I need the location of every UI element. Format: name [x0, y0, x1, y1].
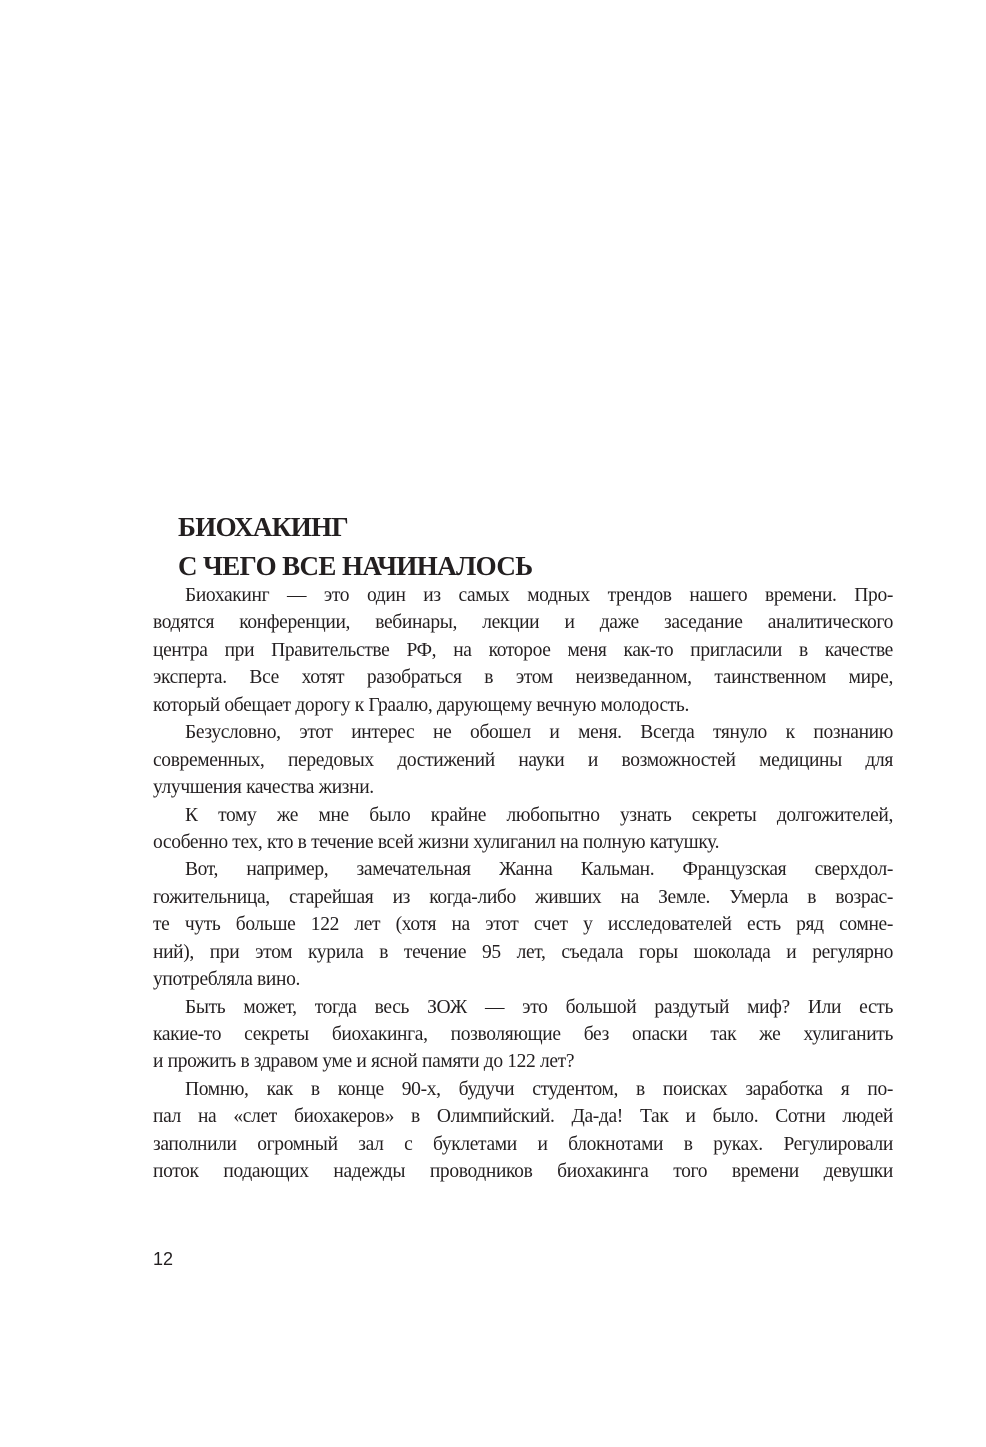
paragraph — [153, 994, 893, 1076]
body-text — [153, 582, 893, 1186]
text-line: который обещает дорогу к Граалю, дарующему вечную молодость. — [153, 694, 689, 716]
text-line: гожительница, старейшая из когда-либо живших на Земле. Умерла в возрас- — [153, 886, 893, 908]
text-line: Вот, например, замечательная Жанна Кальман. Французская сверхдол- — [185, 859, 893, 881]
text-line: К тому же мне было крайне любопытно узнать секреты долгожителей, — [185, 804, 893, 826]
text-line: те чуть больше 122 лет (хотя на этот счет у исследователей есть ряд сомне- — [153, 914, 893, 936]
chapter-heading-line-2: С ЧЕГО ВСЕ НАЧИНАЛОСЬ — [178, 551, 533, 581]
text-line: Помню, как в конце 90-х, будучи студентом, в поисках заработка я по- — [185, 1078, 893, 1100]
text-line: заполнили огромный зал с буклетами и блокнотами в руках. Регулировали — [153, 1133, 893, 1155]
text-line: ний), при этом курила в течение 95 лет, съедала горы шоколада и регулярно — [153, 941, 893, 963]
page-number: 12 — [153, 1249, 174, 1269]
text-line: современных, передовых достижений науки и возможностей медицины для — [153, 749, 893, 771]
text-line: эксперта. Все хотят разобраться в этом неизведанном, таинственном мире, — [153, 667, 893, 689]
text-line: Биохакинг — это один из самых модных трендов нашего времени. Про- — [185, 585, 893, 606]
text-line: улучшения качества жизни. — [153, 777, 374, 799]
chapter-heading — [178, 508, 533, 586]
paragraph — [153, 856, 893, 993]
text-line: какие-то секреты биохакинга, позволяющие без опаски так же хулиганить — [153, 1024, 893, 1045]
text-line: водятся конференции, вебинары, лекции и даже заседание аналитического — [153, 612, 893, 634]
text-line: пал на «слет биохакеров» в Олимпийский. Да-да! Так и было. Сотни людей — [153, 1106, 893, 1128]
text-line: особенно тех, кто в течение всей жизни хулиганил на полную катушку. — [153, 831, 720, 853]
paragraph — [153, 719, 893, 801]
paragraph — [153, 582, 893, 719]
paragraph — [153, 802, 893, 857]
paragraph — [153, 1076, 893, 1186]
text-line: употребляла вино. — [153, 969, 300, 991]
text-line: Безусловно, этот интерес не обошел и меня. Всегда тянуло к познанию — [185, 722, 893, 744]
text-line: и прожить в здравом уме и ясной памяти до 122 лет? — [153, 1051, 575, 1073]
text-line: центра при Правительстве РФ, на которое меня как-то пригласили в качестве — [153, 639, 893, 661]
text-line: Быть может, тогда весь ЗОЖ — это большой раздутый миф? Или есть — [185, 996, 893, 1018]
chapter-heading-line-1: БИОХАКИНГ — [178, 512, 349, 542]
text-line: поток подающих надежды проводников биохакинга того времени девушки — [153, 1161, 893, 1183]
